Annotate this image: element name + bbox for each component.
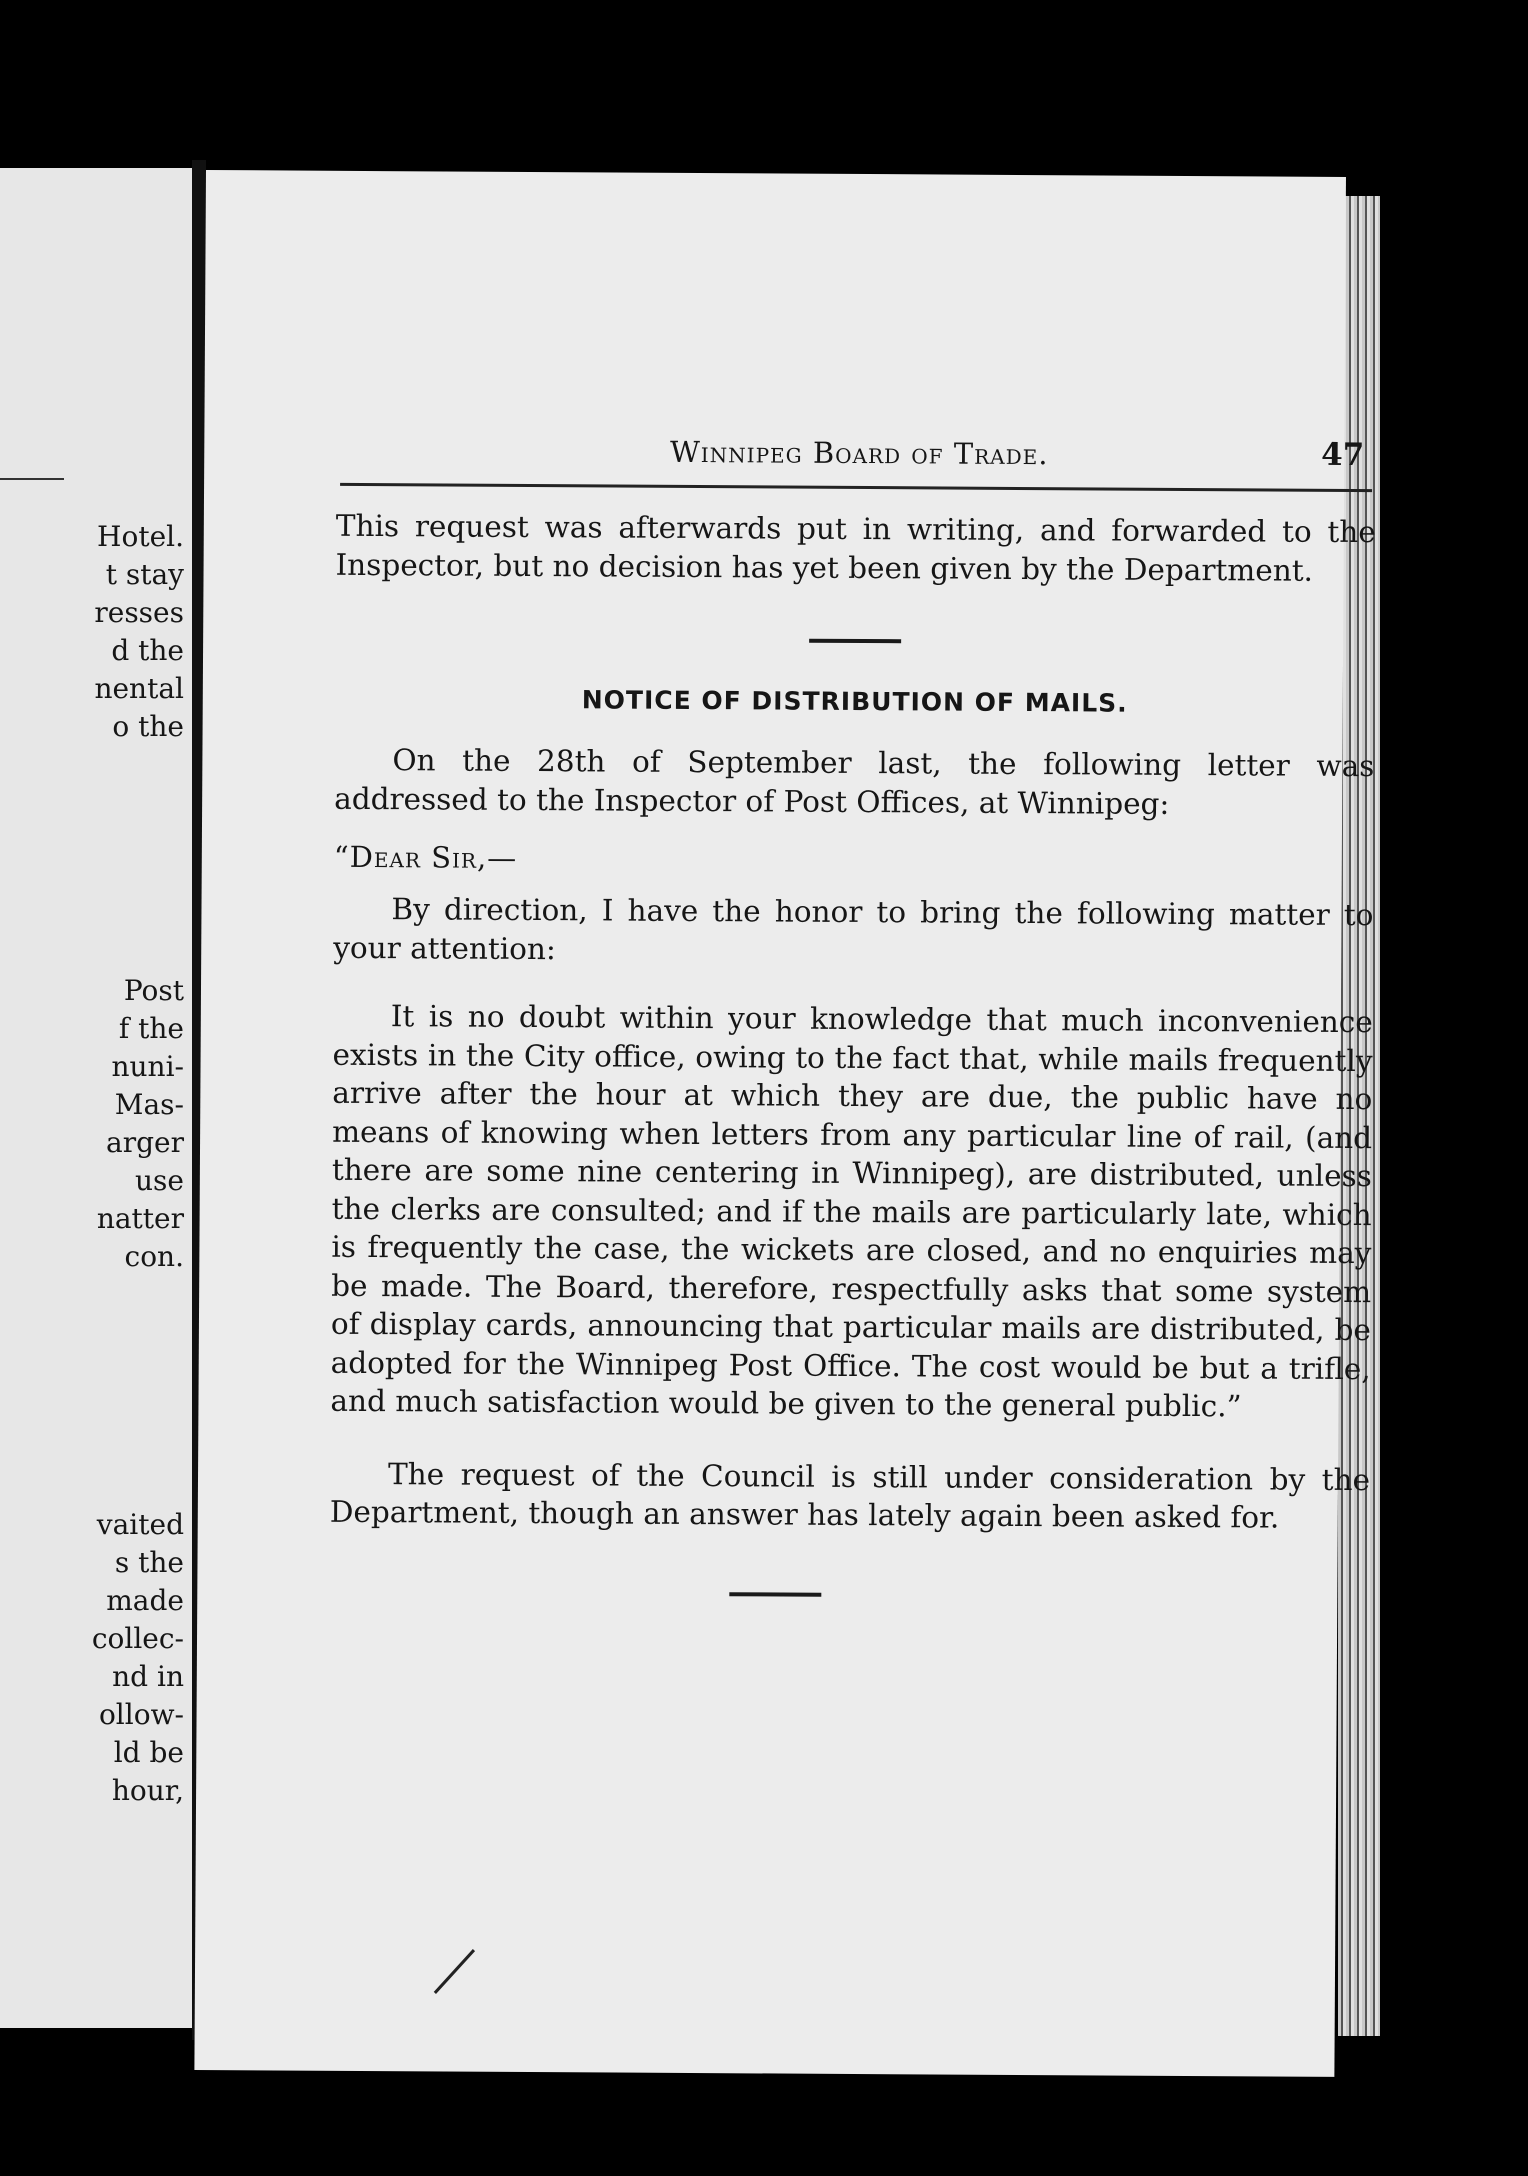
- previous-page-line: vaited: [96, 1508, 184, 1541]
- previous-page-line: nd in: [112, 1660, 184, 1693]
- direction-paragraph: By direction, I have the honor to bring the following matter to your attention:: [333, 892, 1374, 966]
- page-number: 47: [1321, 436, 1365, 474]
- letter-salutation: “Dear Sir,—: [333, 839, 518, 875]
- pencil-mark: [434, 1949, 475, 1994]
- previous-page-line: ollow-: [98, 1698, 184, 1731]
- book-page: [194, 170, 1376, 2077]
- previous-page-line: o the: [112, 710, 184, 743]
- previous-page-line: arger: [106, 1126, 184, 1159]
- previous-page-line: made: [106, 1584, 184, 1617]
- header-rule: [340, 483, 1372, 492]
- previous-page-line: Post: [123, 974, 184, 1007]
- previous-page-line: nental: [94, 672, 184, 705]
- previous-page-line: resses: [94, 596, 184, 629]
- page-body: [329, 507, 1376, 1600]
- previous-page-line: Mas-: [114, 1088, 184, 1121]
- letter-intro-paragraph: On the 28th of September last, the following letter was addressed to the Inspector of Post Offices, at Winnipeg:: [334, 743, 1375, 821]
- previous-page-line: ld be: [113, 1736, 184, 1769]
- previous-page-line: collec-: [91, 1622, 184, 1655]
- section-heading: NOTICE OF DISTRIBUTION OF MAILS.: [581, 685, 1128, 718]
- previous-page-line: hour,: [111, 1774, 184, 1807]
- previous-page-line: d the: [111, 634, 184, 667]
- previous-page-line: natter: [96, 1202, 184, 1235]
- letter-body-paragraph: It is no doubt within your knowledge that much inconvenience exists in the City office, owing to the fact that, while mails frequently arrive after the hour at which they are due, the public have no means of knowing when letters from any particular line of rail, (and there are some nine centering in Winnipeg), are distributed, unless the clerks are consulted; and if the mails are particularly late, which is frequently the case, the wickets are closed, and no enquiries may be made. The Board, therefore, respectfully asks that some system of display cards, announcing that particular mails are distributed, be adopted for the Winnipeg Post Office. The cost would be but a trifle, and much satisfaction would be given to the general public.”: [330, 999, 1373, 1424]
- previous-page-line: con.: [124, 1240, 184, 1273]
- running-header: [344, 433, 1374, 485]
- previous-page-rule: [0, 478, 64, 480]
- previous-page-line: Hotel.: [97, 520, 184, 553]
- previous-page-line: nuni-: [111, 1050, 184, 1083]
- closing-paragraph: The request of the Council is still under consideration by the Department, though an answer has lately again been asked for.: [329, 1456, 1371, 1535]
- previous-page-line: f the: [118, 1012, 184, 1045]
- intro-paragraph: This request was afterwards put in writing, and forwarded to the Inspector, but no decision has yet been given by the Department.: [335, 508, 1376, 588]
- previous-page-fragment: [0, 168, 192, 2028]
- running-header-title: Winnipeg Board of Trade.: [669, 434, 1049, 472]
- end-divider: [729, 1592, 821, 1597]
- previous-page-line: t stay: [105, 558, 184, 591]
- previous-page-line: use: [135, 1164, 184, 1197]
- previous-page-line: s the: [114, 1546, 184, 1579]
- section-divider: [809, 639, 901, 644]
